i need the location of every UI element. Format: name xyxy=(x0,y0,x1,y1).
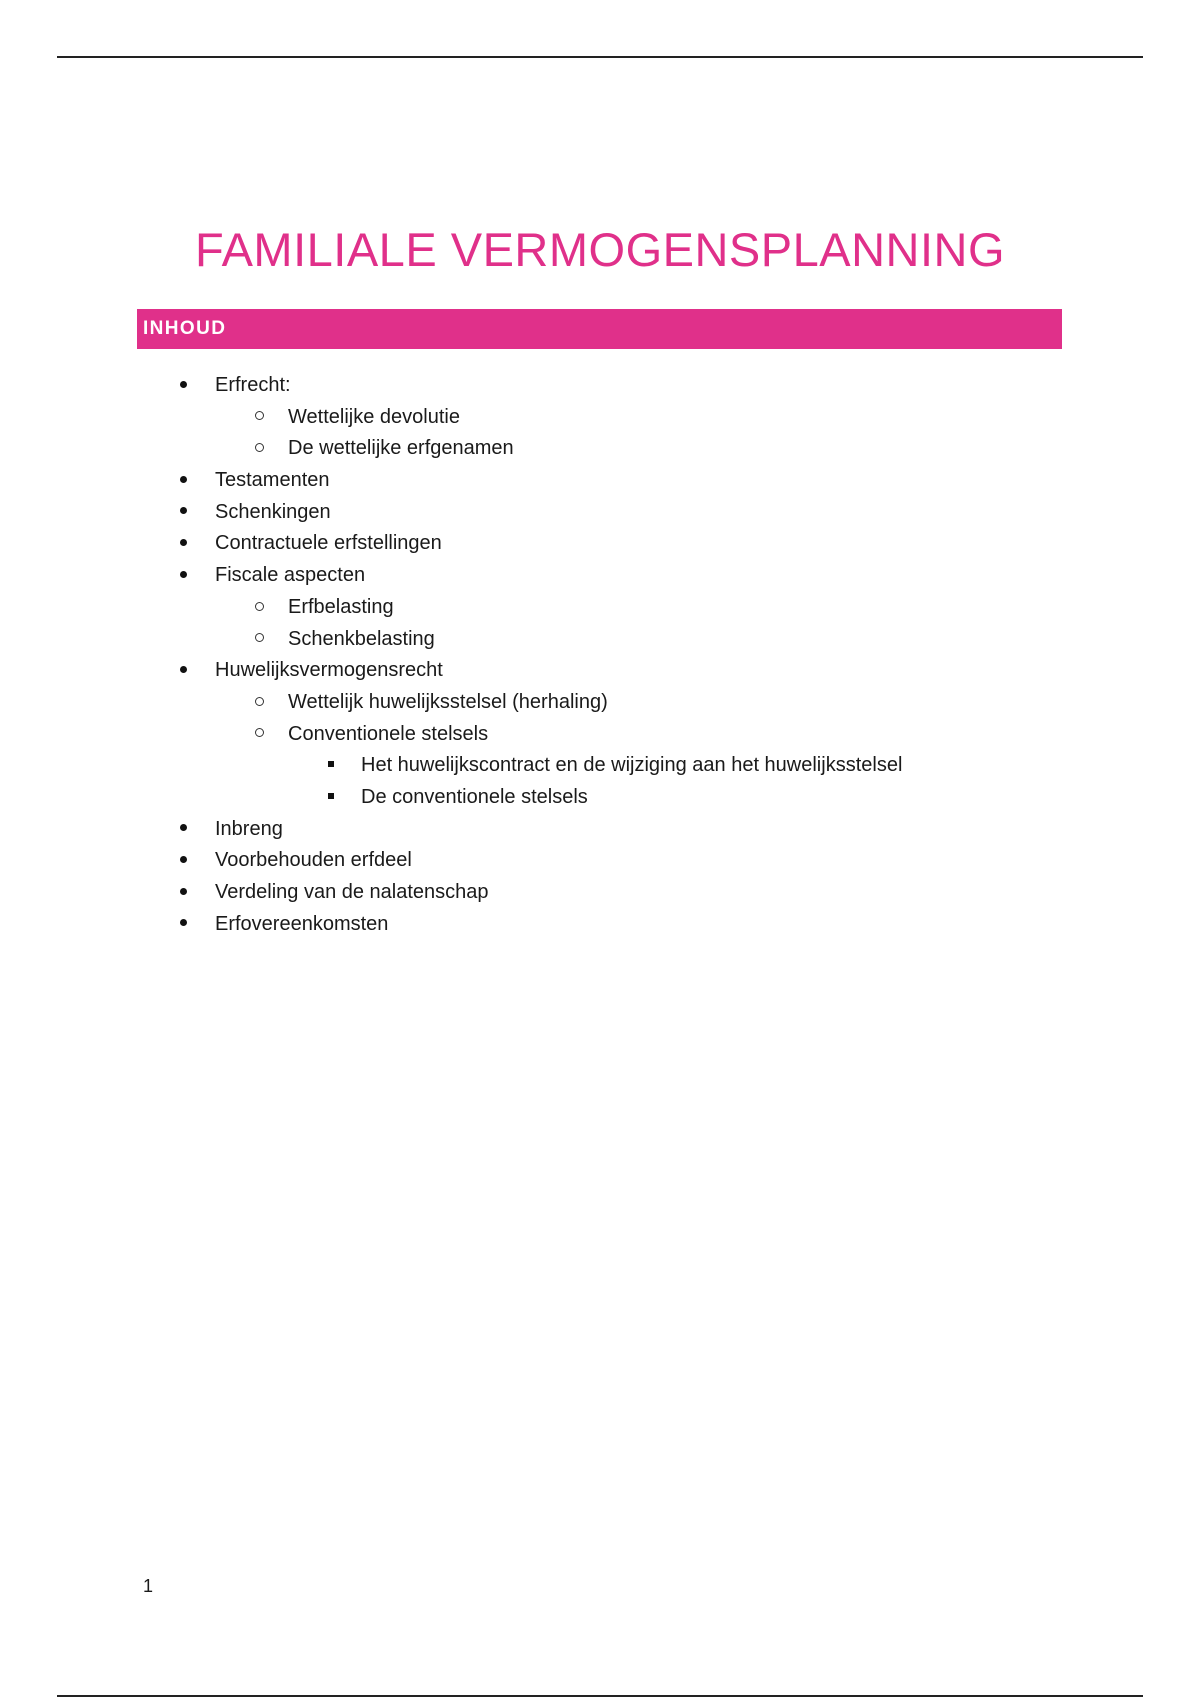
toc-item xyxy=(0,402,1200,434)
toc-item-label: Erfbelasting xyxy=(288,595,394,618)
toc-item-label: Testamenten xyxy=(215,469,330,492)
toc-item-label: Schenkbelasting xyxy=(288,627,435,650)
toc-bullet xyxy=(168,909,198,941)
toc-bullet xyxy=(168,560,198,592)
bullet-dot-icon xyxy=(180,381,187,388)
toc-item-label: De wettelijke erfgenamen xyxy=(288,437,514,460)
bullet-circle-icon xyxy=(255,633,264,642)
toc-bullet xyxy=(168,655,198,687)
bullet-circle-icon xyxy=(255,697,264,706)
bullet-dot-icon xyxy=(180,888,187,895)
bullet-dot-icon xyxy=(180,666,187,673)
toc-bullet xyxy=(316,782,346,814)
page-number: 1 xyxy=(143,1576,154,1596)
toc-bullet xyxy=(244,592,274,624)
toc-item-label: De conventionele stelsels xyxy=(361,785,588,808)
bullet-dot-icon xyxy=(180,507,187,514)
toc-bullet xyxy=(244,402,274,434)
bullet-square-icon xyxy=(328,761,334,767)
section-heading-bar xyxy=(137,309,1062,349)
bullet-dot-icon xyxy=(180,571,187,578)
toc-bullet xyxy=(168,465,198,497)
bullet-dot-icon xyxy=(180,824,187,831)
toc-item xyxy=(0,465,1200,497)
toc-item xyxy=(0,750,1200,782)
toc-bullet xyxy=(168,877,198,909)
bullet-dot-icon xyxy=(180,476,187,483)
toc-bullet xyxy=(244,719,274,751)
toc-item-label: Contractuele erfstellingen xyxy=(215,532,442,555)
toc-item xyxy=(0,497,1200,529)
toc-item-label: Fiscale aspecten xyxy=(215,564,366,587)
toc-item xyxy=(0,719,1200,751)
toc-bullet xyxy=(168,497,198,529)
bullet-circle-icon xyxy=(255,602,264,611)
toc-bullet xyxy=(316,750,346,782)
bullet-circle-icon xyxy=(255,728,264,737)
toc-item-label: Wettelijke devolutie xyxy=(288,405,460,428)
toc-item-label: Inbreng xyxy=(215,817,283,840)
toc-bullet xyxy=(244,433,274,465)
header-rule xyxy=(57,56,1143,58)
toc-item xyxy=(0,909,1200,941)
toc-item-label: Voorbehouden erfdeel xyxy=(215,849,412,872)
toc-item xyxy=(0,814,1200,846)
table-of-contents xyxy=(0,370,1200,940)
toc-bullet xyxy=(168,370,198,402)
toc-item xyxy=(0,592,1200,624)
toc-item-label: Conventionele stelsels xyxy=(288,722,489,745)
toc-item-label: Huwelijksvermogensrecht xyxy=(215,659,443,682)
toc-item xyxy=(0,370,1200,402)
toc-item xyxy=(0,528,1200,560)
toc-item xyxy=(0,560,1200,592)
toc-item-label: Erfrecht: xyxy=(215,374,291,396)
footer-rule xyxy=(57,1695,1143,1697)
toc-item-label: Het huwelijkscontract en de wijziging aan het huwelijksstelsel xyxy=(361,754,903,777)
toc-item xyxy=(0,433,1200,465)
toc-bullet xyxy=(168,845,198,877)
bullet-dot-icon xyxy=(180,856,187,863)
toc-item xyxy=(0,845,1200,877)
bullet-circle-icon xyxy=(255,443,264,452)
document-title: FAMILIALE VERMOGENSPLANNING xyxy=(194,223,1006,276)
toc-item xyxy=(0,655,1200,687)
toc-item-label: Verdeling van de nalatenschap xyxy=(215,881,489,903)
bullet-circle-icon xyxy=(255,411,264,420)
toc-item xyxy=(0,782,1200,814)
toc-item xyxy=(0,624,1200,656)
toc-item xyxy=(0,877,1200,909)
toc-item xyxy=(0,687,1200,719)
toc-bullet xyxy=(244,624,274,656)
toc-bullet xyxy=(244,687,274,719)
bullet-dot-icon xyxy=(180,539,187,546)
section-heading-label: INHOUD xyxy=(143,318,227,339)
toc-item-label: Wettelijk huwelijksstelsel (herhaling) xyxy=(288,690,608,713)
toc-bullet xyxy=(168,528,198,560)
toc-item-label: Schenkingen xyxy=(215,500,331,523)
bullet-dot-icon xyxy=(180,919,187,926)
toc-item-label: Erfovereenkomsten xyxy=(215,912,389,935)
toc-bullet xyxy=(168,814,198,846)
bullet-square-icon xyxy=(328,793,334,799)
